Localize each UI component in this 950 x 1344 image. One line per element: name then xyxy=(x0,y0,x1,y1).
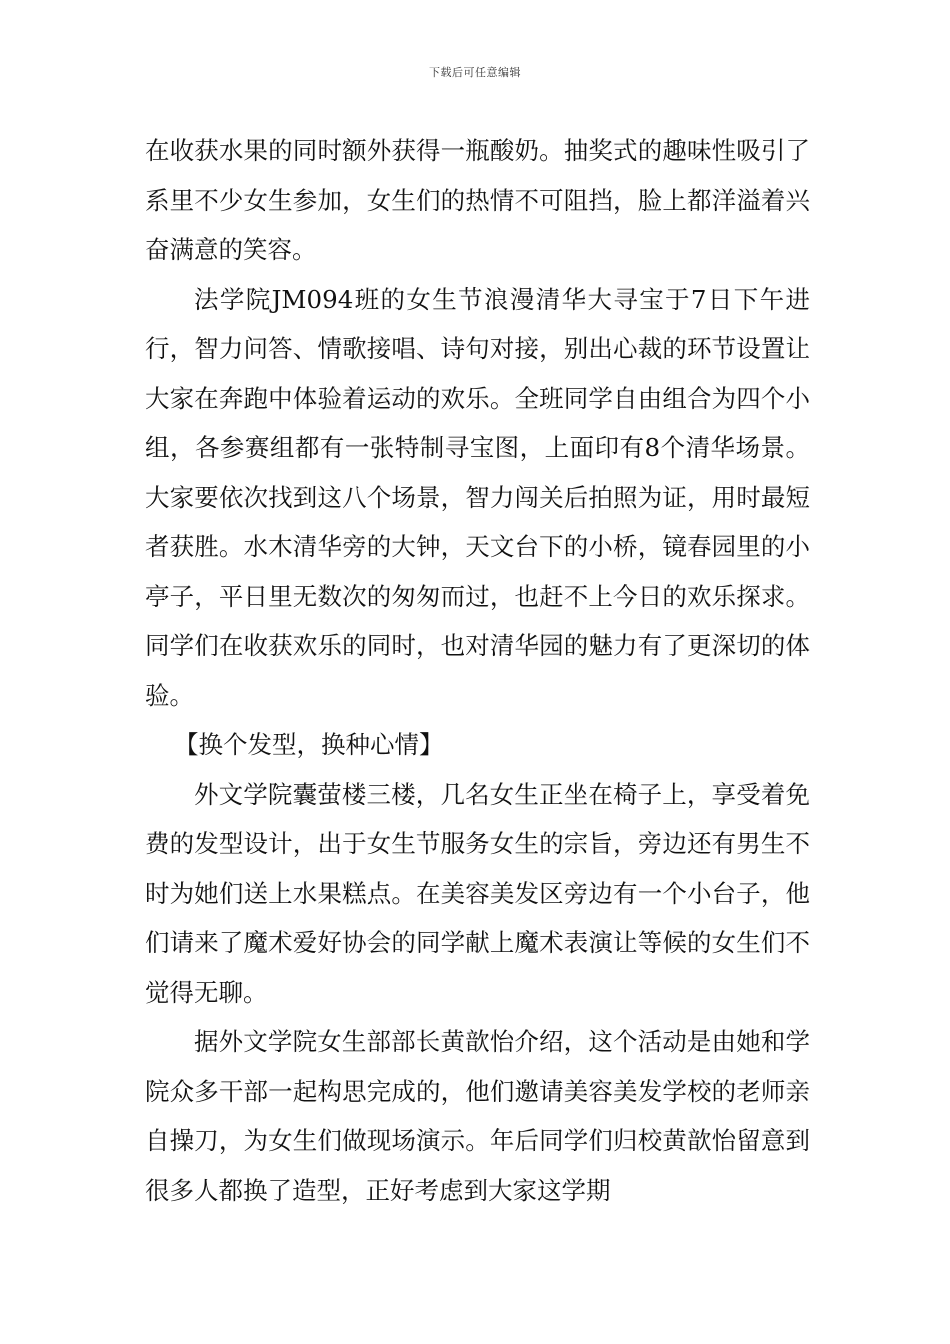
paragraph-hairstyle-event: 外文学院囊萤楼三楼，几名女生正坐在椅子上，享受着免费的发型设计，出于女生节服务女生的宗旨，旁边还有男生不时为她们送上水果糕点。在美容美发区旁边有一个小台子，他们请来了魔术爱好协会的同学献上魔术表演让等候的女生们不觉得无聊。 xyxy=(145,779,810,1007)
paragraph-organizer-introduction: 据外文学院女生部部长黄歆怡介绍，这个活动是由她和学院众多干部一起构思完成的，他们邀请美容美发学校的老师亲自操刀，为女生们做现场演示。年后同学们归校黄歆怡留意到很多人都换了造型，正好考虑到大家这学期 xyxy=(145,1027,810,1205)
paragraph-continuation: 在收获水果的同时额外获得一瓶酸奶。抽奖式的趣味性吸引了系里不少女生参加，女生们的热情不可阻挡，脸上都洋溢着兴奋满意的笑容。 xyxy=(145,136,810,264)
document-body xyxy=(145,126,810,1215)
paragraph-law-school-treasure-hunt: 法学院JM094班的女生节浪漫清华大寻宝于7日下午进行，智力问答、情歌接唱、诗句对接，别出心裁的环节设置让大家在奔跑中体验着运动的欢乐。全班同学自由组合为四个小组，各参赛组都有一张特制寻宝图，上面印有8个清华场景。大家要依次找到这八个场景，智力闯关后拍照为证，用时最短者获胜。水木清华旁的大钟，天文台下的小桥，镜春园里的小亭子，平日里无数次的匆匆而过，也赶不上今日的欢乐探求。同学们在收获欢乐的同时，也对清华园的魅力有了更深切的体验。 xyxy=(145,284,810,710)
page-header-note: 下载后可任意编辑 xyxy=(429,66,521,79)
section-heading: 【换个发型，换种心情】 xyxy=(174,730,444,759)
